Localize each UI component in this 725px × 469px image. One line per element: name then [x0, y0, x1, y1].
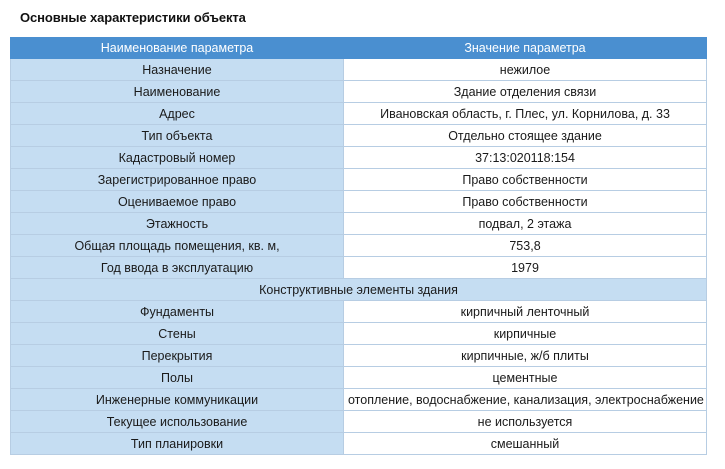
table-row — [11, 59, 707, 81]
document-title: Основные характеристики объекта — [20, 10, 246, 25]
param-value: цементные — [344, 367, 707, 389]
param-value: кирпичные — [344, 323, 707, 345]
header-parameter-name: Наименование параметра — [11, 38, 344, 59]
param-name: Оцениваемое право — [11, 191, 344, 213]
section-header-row — [11, 279, 707, 301]
table-row — [11, 147, 707, 169]
param-value: кирпичный ленточный — [344, 301, 707, 323]
param-value: Отдельно стоящее здание — [344, 125, 707, 147]
param-value: Ивановская область, г. Плес, ул. Корнилова, д. 33 — [344, 103, 707, 125]
table-row — [11, 389, 707, 411]
param-name: Этажность — [11, 213, 344, 235]
param-name: Год ввода в эксплуатацию — [11, 257, 344, 279]
table-row — [11, 257, 707, 279]
param-name: Текущее использование — [11, 411, 344, 433]
param-name: Стены — [11, 323, 344, 345]
table-row — [11, 235, 707, 257]
section-title: Конструктивные элементы здания — [11, 279, 707, 301]
param-value: подвал, 2 этажа — [344, 213, 707, 235]
param-value: кирпичные, ж/б плиты — [344, 345, 707, 367]
table-row — [11, 213, 707, 235]
table-row — [11, 433, 707, 455]
table-row — [11, 367, 707, 389]
param-value: не используется — [344, 411, 707, 433]
param-name: Тип объекта — [11, 125, 344, 147]
param-value: нежилое — [344, 59, 707, 81]
table-row — [11, 301, 707, 323]
header-parameter-value: Значение параметра — [344, 38, 707, 59]
table-row — [11, 411, 707, 433]
characteristics-table — [10, 37, 707, 455]
table-row — [11, 103, 707, 125]
param-name: Перекрытия — [11, 345, 344, 367]
table-row — [11, 125, 707, 147]
table-row — [11, 345, 707, 367]
table-row — [11, 191, 707, 213]
param-name: Наименование — [11, 81, 344, 103]
param-name: Общая площадь помещения, кв. м, — [11, 235, 344, 257]
table-row — [11, 323, 707, 345]
param-value: 37:13:020118:154 — [344, 147, 707, 169]
table-header-row — [11, 38, 707, 59]
param-value: Здание отделения связи — [344, 81, 707, 103]
param-value: Право собственности — [344, 191, 707, 213]
param-value: 753,8 — [344, 235, 707, 257]
param-name: Тип планировки — [11, 433, 344, 455]
param-name: Назначение — [11, 59, 344, 81]
param-name: Кадастровый номер — [11, 147, 344, 169]
param-name: Адрес — [11, 103, 344, 125]
table-row — [11, 169, 707, 191]
param-name: Фундаменты — [11, 301, 344, 323]
param-value: Право собственности — [344, 169, 707, 191]
table-row — [11, 81, 707, 103]
param-name: Полы — [11, 367, 344, 389]
param-value: отопление, водоснабжение, канализация, электроснабжение — [344, 389, 707, 411]
param-name: Зарегистрированное право — [11, 169, 344, 191]
param-name: Инженерные коммуникации — [11, 389, 344, 411]
param-value: 1979 — [344, 257, 707, 279]
param-value: смешанный — [344, 433, 707, 455]
